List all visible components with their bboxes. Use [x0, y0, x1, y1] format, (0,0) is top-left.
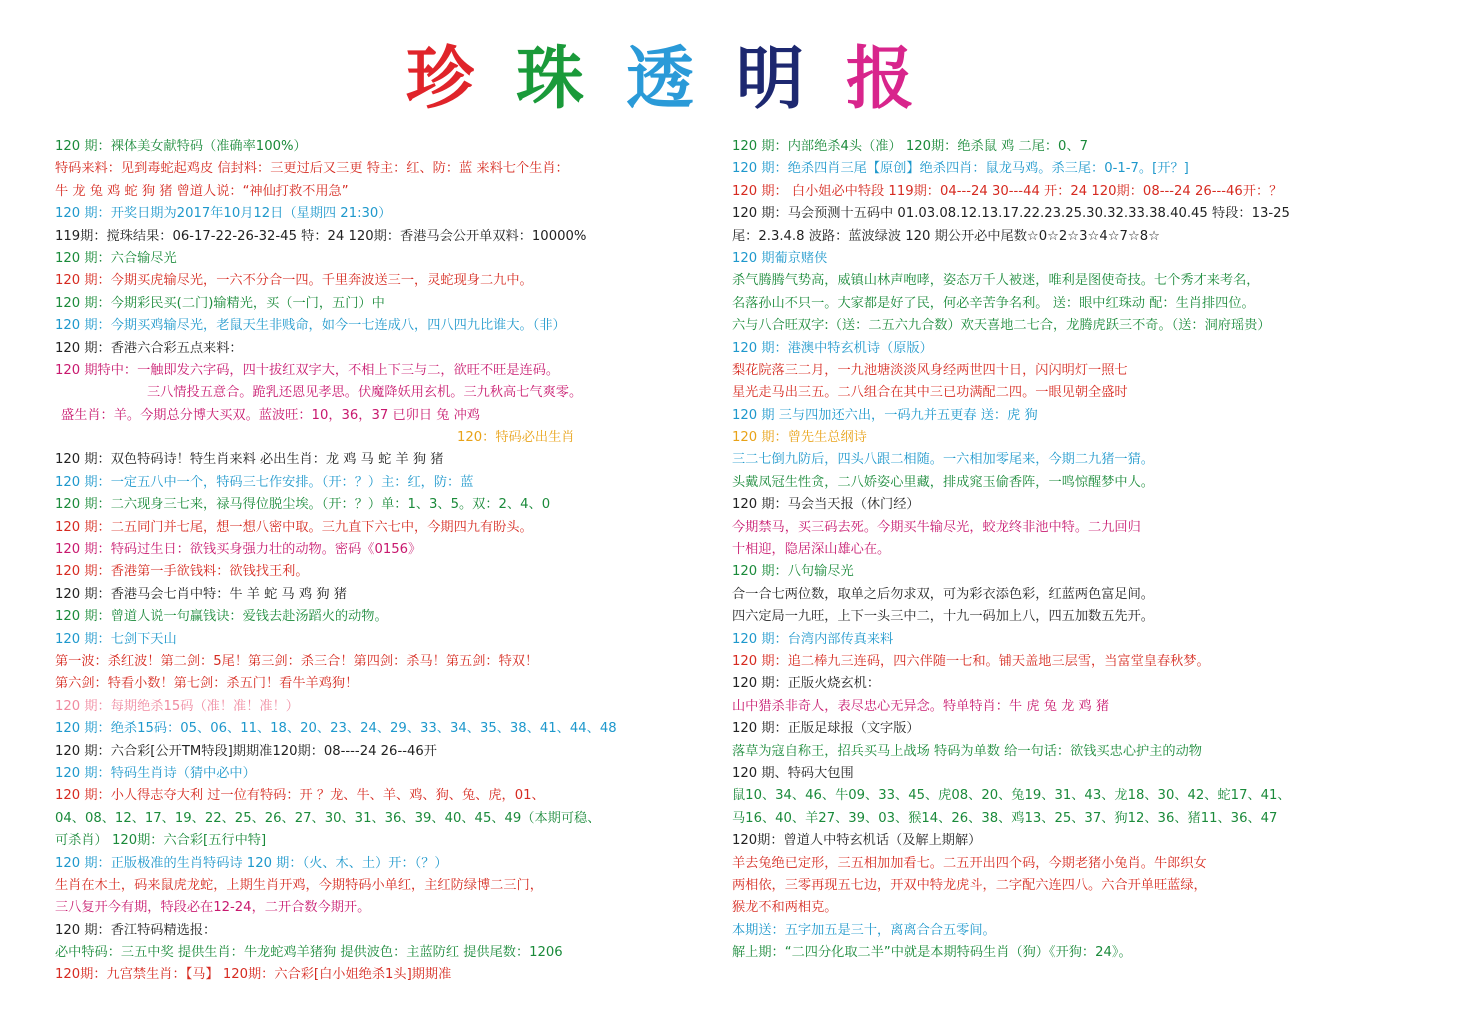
text-line — [732, 920, 1432, 942]
text-line — [55, 270, 705, 292]
text-line — [732, 315, 1432, 337]
text-line-content: 梨花院落三二月，一九池塘淡淡风身经两世四十日，闪闪明灯一照七 — [732, 362, 1128, 378]
text-line-content: 120 期：香江特码精选报： — [55, 922, 217, 938]
text-line — [55, 136, 705, 158]
text-line — [55, 606, 705, 628]
text-line-content: 第六剑：特看小数！第七剑：杀五门！看牛羊鸡狗！ — [55, 676, 359, 692]
text-line — [55, 449, 705, 471]
text-line-content: 120 期：双色特码诗！特生肖来料 必出生肖：龙 鸡 马 蛇 羊 狗 猪 — [55, 452, 444, 468]
text-line — [55, 763, 705, 785]
text-line-content: 鼠10、34、46、牛09、33、45、虎08、20、兔19、31、43、龙18、30、42、蛇17、41、 — [732, 788, 1291, 804]
text-line-content: 四六定局一九旺，上下一头三中二，十九一码加上八，四五加数五先开。 — [732, 609, 1154, 625]
text-line-content: 120 期特中：一触即发六字码，四十拔红双字大，不相上下三与二，欲旺不旺是连码。 — [55, 362, 560, 378]
text-line — [55, 427, 705, 449]
text-line-content: 两相依，三零再现五七边，开双中特龙虎斗，二字配六连四八。六合开单旺蓝绿， — [732, 877, 1207, 893]
text-line-content: 120 期：曾先生总纲诗 — [732, 430, 867, 446]
text-line — [55, 248, 705, 270]
text-line-content: 120 期：台湾内部传真来料 — [732, 631, 894, 647]
text-line — [55, 561, 705, 583]
text-line — [55, 517, 705, 539]
text-line — [732, 629, 1432, 651]
text-line-content: 合一合七两位数，取单之后勿求双，可为彩衣添色彩，红蓝两色富足间。 — [732, 586, 1154, 602]
text-line — [732, 360, 1432, 382]
text-line — [55, 830, 705, 852]
text-line-content: 120 期：每期绝杀15码（准！准！准！） — [55, 698, 299, 714]
text-line — [55, 338, 705, 360]
text-line — [55, 203, 705, 225]
title-char: 透 — [625, 39, 694, 119]
text-line-content: 120 期：港澳中特玄机诗（原版） — [732, 340, 933, 356]
text-line — [732, 158, 1432, 180]
text-line — [55, 673, 705, 695]
text-line-content: 120 期：二五同门并七尾，想一想八密中取。三九直下六七中，今期四九有盼头。 — [55, 519, 533, 535]
text-line-content: 120 期：正版足球报（文字版） — [732, 721, 920, 737]
text-line-content: 120 期：特码生肖诗（猜中必中） — [55, 765, 256, 781]
text-line — [55, 293, 705, 315]
text-line-content: 今期禁马，买三码去死。今期买牛输尽光，蛟龙终非池中特。二九回归 — [732, 519, 1141, 535]
text-line-content: 120 期：正版极准的生肖特码诗 120 期：（火、木、土）开：（？） — [55, 855, 448, 871]
text-line — [55, 696, 705, 718]
text-line-content: 120 期：开奖日期为2017年10月12日（星期四 21:30） — [55, 206, 392, 222]
text-line — [55, 539, 705, 561]
left-column — [55, 136, 705, 987]
text-line-content: 头戴凤冠生性贪，二八娇姿心里藏，排成窕玉偷香阵，一鸣惊醒梦中人。 — [732, 474, 1154, 490]
text-line — [732, 696, 1432, 718]
text-line-content: 六与八合旺双字:（送：二五六九合数）欢天喜地二七合，龙腾虎跃三不奇。（送：洞府瑶贵） — [732, 318, 1271, 334]
text-line — [55, 920, 705, 942]
text-line — [732, 427, 1432, 449]
text-line-content: 120 期：今期买虎输尽光，一六不分合一四。千里奔波送三一，灵蛇现身二九中。 — [55, 273, 533, 289]
text-line — [55, 181, 705, 203]
text-line-content: 120 期：绝杀四肖三尾【原创】绝杀四肖：鼠龙马鸡。杀三尾：0-1-7。[开？] — [732, 161, 1189, 177]
text-line — [55, 651, 705, 673]
text-line — [732, 651, 1432, 673]
text-line — [55, 785, 705, 807]
text-line — [732, 270, 1432, 292]
text-line-content: 120 期：马会当天报（休门经） — [732, 497, 920, 513]
text-line-content: 120 期：小人得志夺大利 过一位有特码：开 ？龙、牛、羊、鸡、狗、兔、虎，01、 — [55, 788, 545, 804]
text-line-content: 120期：曾道人中特玄机话（及解上期解） — [732, 833, 982, 849]
text-line-content: 120 期：正版火烧玄机： — [732, 676, 881, 692]
text-line-content: 名落孙山不只一。大家都是好了民，何必辛苦争名利。 送：眼中红珠动 配：生肖排四位。 — [732, 295, 1255, 311]
text-line-content: 120 期：香港六合彩五点来料： — [55, 340, 243, 356]
text-line — [732, 405, 1432, 427]
text-line — [55, 853, 705, 875]
title-char: 报 — [846, 39, 915, 119]
text-line-content: 尾：2.3.4.8 波路：蓝波绿波 120 期公开必中尾数☆0☆2☆3☆4☆7☆8☆ — [732, 228, 1160, 244]
text-line — [55, 158, 705, 180]
text-line — [55, 964, 705, 986]
text-line — [732, 449, 1432, 471]
text-line — [732, 226, 1432, 248]
text-line-content: 120：特码必出生肖 — [457, 430, 575, 446]
text-line-content: 杀气腾腾气势高，威镇山林声咆哮，姿态万千人被迷，唯利是图使奇技。七个秀才来考名， — [732, 273, 1260, 289]
text-line-content: 120 期： 白小姐必中特段 119期：04---24 30---44 开：24 120期：08---24 26---46开：？ — [732, 183, 1283, 199]
text-line — [55, 226, 705, 248]
text-line — [732, 808, 1432, 830]
text-line-content: 120 期：曾道人说一句赢钱诀：爱钱去赴汤蹈火的动物。 — [55, 609, 388, 625]
text-line — [55, 875, 705, 897]
text-line-content: 120 期 三与四加还六出，一码九并五更春 送：虎 狗 — [732, 407, 1038, 423]
text-line — [732, 203, 1432, 225]
text-line-content: 120 期：今期买鸡输尽光，老鼠天生非贱命，如今一七连成八，四八四九比谁大。（非） — [55, 318, 566, 334]
text-line-content: 120 期：二六现身三七来，禄马得位脱尘埃。（开：？）单：1、3、5。双：2、4、0 — [55, 497, 551, 513]
text-line — [732, 584, 1432, 606]
text-line — [55, 494, 705, 516]
text-line — [732, 136, 1432, 158]
text-line — [55, 382, 705, 404]
text-line — [55, 472, 705, 494]
text-line — [55, 629, 705, 651]
text-line-content: 特码来料：见到毒蛇起鸡皮 信封料：三更过后又三更 特主：红、防：蓝 来料七个生肖： — [55, 161, 569, 177]
text-line-content: 120 期：内部绝杀4头（准） 120期：绝杀鼠 鸡 二尾：0、7 — [732, 139, 1089, 154]
title-char: 珍 — [405, 39, 474, 119]
text-line-content: 120 期：八句输尽光 — [732, 564, 854, 580]
text-line-content: 120 期：特码过生日：欲钱买身强力壮的动物。密码《0156》 — [55, 542, 422, 558]
text-line-content: 120 期：绝杀15码：05、06、11、18、20、23、24、29、33、34、35、38、41、44、48 — [55, 721, 617, 737]
text-line — [732, 539, 1432, 561]
text-line — [732, 718, 1432, 740]
masthead — [395, 40, 925, 118]
text-line — [732, 741, 1432, 763]
title-char: 明 — [736, 39, 805, 119]
text-line — [732, 517, 1432, 539]
text-line-content: 山中猎杀非奇人，表尽忠心无异念。特单特肖：牛 虎 兔 龙 鸡 猪 — [732, 698, 1110, 714]
text-line — [55, 808, 705, 830]
text-line — [732, 763, 1432, 785]
text-line — [732, 942, 1432, 964]
text-line-content: 04、08、12、17、19、22、25、26、27、30、31、36、39、40、45、49（本期可稳、 — [55, 810, 601, 826]
text-line-content: 120 期：裸体美女献特码（准确率100%） — [55, 139, 307, 154]
text-line — [55, 897, 705, 919]
text-line-content: 落草为寇自称王，招兵买马上战场 特码为单数 给一句话：欲钱买忠心护主的动物 — [732, 743, 1202, 759]
text-line-content: 120 期葡京赌侠 — [732, 250, 828, 266]
text-line-content: 星光走马出三五。二八组合在其中三已功满配二四。一眼见朝全盛时 — [732, 385, 1128, 401]
text-line — [55, 405, 705, 427]
text-line — [732, 494, 1432, 516]
text-line-content: 牛 龙 兔 鸡 蛇 狗 猪 曾道人说：“神仙打救不用急” — [55, 183, 349, 199]
text-line-content: 120 期：马会预测十五码中 01.03.08.12.13.17.22.23.25.30.32.33.38.40.45 特段：13-25 — [732, 206, 1290, 222]
text-line-content: 马16、40、羊27、39、03、猴14、26、38、鸡13、25、37、狗12、36、猪11、36、47 — [732, 810, 1278, 826]
right-column — [732, 136, 1432, 964]
text-line-content: 120 期、特码大包围 — [732, 765, 854, 781]
text-line-content: 三二七倒九防后，四头八跟二相随。一六相加零尾来，今期二九猪一猜。 — [732, 452, 1154, 468]
text-line — [55, 718, 705, 740]
text-line-content: 本期送：五字加五是三十，离离合合五零间。 — [732, 922, 996, 938]
text-line-content: 119期：搅珠结果：06-17-22-26-32-45 特：24 120期：香港马会公开单双料：10000% — [55, 228, 587, 244]
text-line — [732, 293, 1432, 315]
text-line — [732, 382, 1432, 404]
text-line-content: 120 期：香港第一手欲钱料：欲钱找王利。 — [55, 564, 309, 580]
text-line-content: 羊去兔绝已定形，三五相加加看七。二五开出四个码，今期老猪小兔肖。牛郎织女 — [732, 855, 1207, 871]
text-line — [732, 853, 1432, 875]
text-line — [55, 360, 705, 382]
text-line — [732, 673, 1432, 695]
text-line-content: 生肖在木土，码来鼠虎龙蛇，上期生肖开鸡，今期特码小单红，主红防绿博二三门， — [55, 877, 543, 893]
title-char: 珠 — [515, 39, 584, 119]
text-line-content: 120期：九宫禁生肖：【马】 120期：六合彩[白小姐绝杀1头]期期准 — [55, 967, 452, 983]
text-line-content: 盛生肖：羊。今期总分博大买双。蓝波旺：10，36，37 已卯日 兔 冲鸡 — [61, 407, 480, 423]
text-line-content: 120 期：香港马会七肖中特：牛 羊 蛇 马 鸡 狗 猪 — [55, 586, 347, 602]
text-line — [732, 606, 1432, 628]
text-line — [732, 472, 1432, 494]
text-line-content: 十相迎，隐居深山雄心在。 — [732, 542, 891, 558]
text-line-content: 三八复开今有期，特段必在12-24，二开合数今期开。 — [55, 900, 371, 916]
text-line-content: 120 期：今期彩民买(二门)输精光，买（一门，五门）中 — [55, 295, 385, 311]
text-line — [732, 897, 1432, 919]
text-line-content: 猴龙不和两相克。 — [732, 900, 838, 916]
text-line-content: 第一波：杀红波！第二剑：5尾！第三剑：杀三合！第四剑：杀马！第五剑：特双！ — [55, 653, 539, 669]
text-line — [55, 315, 705, 337]
text-line — [55, 741, 705, 763]
text-line — [732, 785, 1432, 807]
text-line-content: 解上期：“二四分化取二半”中就是本期特码生肖（狗）《开狗：24》。 — [732, 945, 1132, 961]
text-line-content: 三八情投五意合。跪乳还恩见孝思。伏魔降妖用玄机。三九秋高七气爽零。 — [147, 385, 583, 401]
text-line — [732, 875, 1432, 897]
text-line — [732, 181, 1432, 203]
text-line-content: 120 期：一定五八中一个，特码三七作安排。（开：？）主：红，防：蓝 — [55, 474, 474, 490]
text-line — [732, 561, 1432, 583]
text-line-content: 必中特码：三五中奖 提供生肖：牛龙蛇鸡羊猪狗 提供波色：主蓝防红 提供尾数：1206 — [55, 945, 563, 961]
text-line-content: 120 期：追二棒九三连码，四六伴随一七和。铺天盖地三层雪，当富堂皇春秋梦。 — [732, 653, 1210, 669]
text-line-content: 可杀肖） 120期：六合彩[五行中特] — [55, 833, 267, 849]
text-line — [732, 248, 1432, 270]
text-line — [732, 830, 1432, 852]
text-line — [732, 338, 1432, 360]
text-line-content: 120 期：六合输尽光 — [55, 250, 177, 266]
text-line-content: 120 期：七剑下天山 — [55, 631, 177, 647]
text-line — [55, 942, 705, 964]
text-line — [55, 584, 705, 606]
text-line-content: 120 期：六合彩[公开TM特段]期期准120期：08----24 26--46开 — [55, 743, 437, 759]
